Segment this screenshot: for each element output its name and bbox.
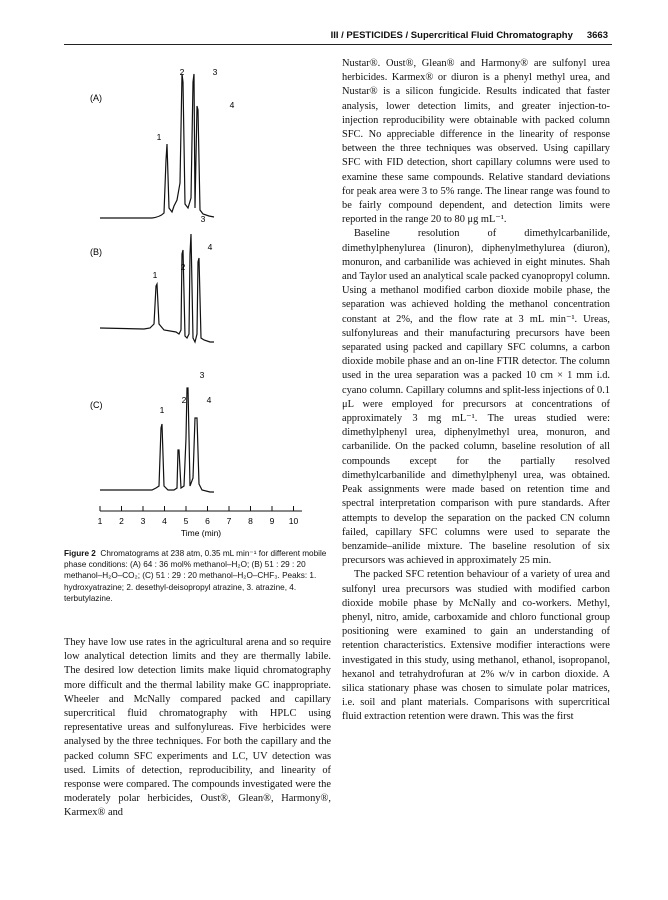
time-axis: [98, 506, 302, 538]
panel-c-label: (C): [90, 400, 103, 410]
trace-a: [100, 74, 214, 218]
peak-c-4: 4: [206, 395, 212, 405]
right-paragraph-2: Baseline resolution of dimethylcarbanilide, dimethylphenylurea (linuron), diphenylmethylurea (diuron), monuron, and carbanilide was achieved in eight minutes. Shah and Taylor used an analytical scale packed cyanopropyl column. Using a methanol modified carbon dioxide mobile phase, the separation was achieved holding the methanol concentration constant at 2%, and the flow rate at 3 mL min⁻¹. Ureas, sulfonylureas and their manufacturing precursors have been separated using packed and capillary SFC columns, a carbon dioxide mobile phase and an on-line FTIR detector. The column used in the urea separation was a packed 10 cm × 1 mm i.d. cyano column. Capillary columns and split-less injections of 0.1 μL were employed for precursors at concentrations of approximately 3 mg mL⁻¹. The ureas studied were: dimethylphenyl urea, diphenylmethyl urea, monuron, and carbanilide. On the packed column, baseline resolution of all compounds except for the partially resolved dimethylcarbanilide and dimethylphenyl urea, was obtained. Peak assignments were made based on retention time and spectral interpretation comparison with pure standards. After attempts to develop the separation on the packed CN column failed, capillary SFC columns were used to separate the benzamide–anilide mixture. The baseline resolution of six precursors was achieved in approximately 25 min.: [342, 228, 610, 567]
peak-c-1: 1: [159, 405, 165, 415]
running-header: [64, 30, 612, 45]
time-axis-label: Time (min): [180, 528, 222, 538]
axis-tick-label: 6: [205, 516, 210, 526]
panel-a-label: (A): [90, 93, 102, 103]
chromatogram-svg: [64, 58, 334, 546]
peak-b-1: 1: [152, 270, 158, 280]
peak-c-3: 3: [199, 370, 205, 380]
peak-a-1: 1: [156, 132, 162, 142]
axis-tick-label: 5: [183, 516, 189, 526]
trace-b: [100, 234, 214, 342]
axis-tick-label: 8: [248, 516, 253, 526]
peak-b-2: 2: [180, 262, 186, 272]
right-paragraph-3: The packed SFC retention behaviour of a variety of urea and sulfonyl urea precursors was studied with modified carbon dioxide mobile phase by McNally and co-workers. Methyl, phenyl, nitro, amide, carboxamide and chloro functional group positioning were examined to gain an understanding of retention characteristics. Extensive modifier interactions were investigated in this study, using methanol, ethanol, isopropanol, hexanol and tetrahydrofuran at 2% w/v in carbon dioxide. A silica stationary phase was chosen to simulate polar matrices, i.e. soil and plant materials. Comparisons with supercritical fluid extraction retention were drawn. This was the first: [342, 569, 610, 723]
axis-tick-label: 1: [97, 516, 103, 526]
panel-c: [90, 370, 214, 492]
caption-text: Chromatograms at 238 atm, 0.35 mL min⁻¹ for different mobile phase conditions: (A) 64 : 36 mol% methanol–H₂O; (B) 51 : 29 : 20 methanol–H₂O–CO₂; (C) 51 : 29 : 20 methanol–H₂O–CHF₃. Peaks: 1. hydroxyatrazine; 2. desethyl-deisopropyl atrazine, 3. atrazine, 4. terbutylazine.: [64, 549, 327, 603]
left-column: [64, 636, 331, 821]
page-number: 3663: [586, 30, 608, 41]
chromatogram-figure: [64, 58, 334, 546]
panel-b: [90, 214, 214, 342]
running-title: III / PESTICIDES / Supercritical Fluid Chromatography: [330, 30, 573, 41]
left-paragraph: They have low use rates in the agricultural arena and so require low analytical detection limits and they are thermally labile. The desired low detection limits make liquid chromatography more difficult and the thermal lability make GC inappropriate. Wheeler and McNally compared packed and capillary supercritical fluid chromatography with HPLC using representative ureas and sulfonylureas. Five herbicides were analysed by the three techniques. For both the capillary and the packed column SFC experiments and LC, UV detection was used. Limits of detection, reproducibility, and linearity of response were compared. The compounds investigated were the moderately polar herbicides, Oust®, Glean®, Harmony®, Karmex® and: [64, 637, 331, 819]
peak-c-2: 2: [181, 395, 187, 405]
axis-tick-label: 2: [119, 516, 124, 526]
right-column: [342, 57, 610, 725]
peak-a-3: 3: [212, 67, 218, 77]
panel-a: [90, 67, 235, 218]
peak-a-4: 4: [229, 100, 235, 110]
running-title-block: [331, 30, 608, 41]
peak-a-2: 2: [179, 67, 185, 77]
right-paragraph-1: Nustar®. Oust®, Glean® and Harmony® are sulfonyl urea herbicides. Karmex® or diuron is a phenyl methyl urea, and Nustar® is a silicon fungicide. Results indicated that faster analysis, lower detection limits, and greater injection-to-injection reproducibility were obtainable with packed column SFC. No appreciable difference in the linearity of response between the three techniques was observed. Using capillary SFC with FID detection, short capillary columns were used to examine these same compounds. Relative standard deviations for peak area were 3 to 5% range. The linear range was found to be fairly compound dependent, and detection limits were reported in the range 20 to 80 μg mL⁻¹.: [342, 58, 610, 226]
peak-b-3: 3: [200, 214, 206, 224]
axis-tick-label: 4: [162, 516, 167, 526]
figure-caption: [64, 548, 331, 604]
trace-c: [100, 388, 214, 492]
panel-b-label: (B): [90, 247, 102, 257]
caption-label: Figure 2: [64, 549, 96, 558]
axis-tick-label: 7: [226, 516, 232, 526]
peak-b-4: 4: [207, 242, 213, 252]
axis-tick-label: 3: [140, 516, 146, 526]
axis-tick-label: 10: [288, 516, 299, 526]
axis-tick-label: 9: [269, 516, 275, 526]
